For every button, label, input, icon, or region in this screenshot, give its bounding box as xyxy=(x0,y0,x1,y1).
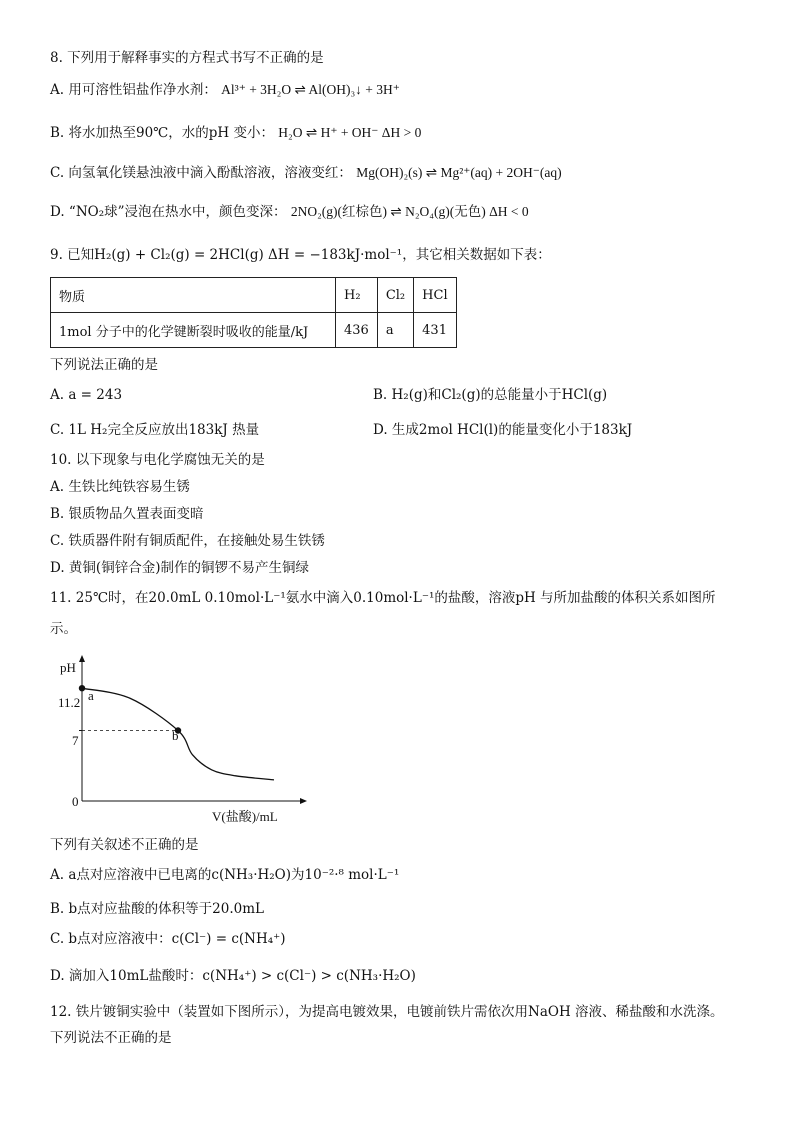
table-cell: 431 xyxy=(414,313,456,348)
q12-stem-line1: 12. 铁片镀铜实验中（装置如下图所示），为提高电镀效果，电镀前铁片需依次用NaOH 溶液、稀盐酸和水洗涤。 xyxy=(50,1004,724,1020)
q9-stem: 9. 已知H₂(g) + Cl₂(g) = 2HCl(g) ΔH = −183kJ·mol⁻¹，其它相关数据如下表： xyxy=(50,247,551,263)
q8-option-d-label: D. “NO₂球”浸泡在热水中，颜色变深： xyxy=(50,204,287,220)
point-label-b: b xyxy=(172,728,179,743)
x-axis-label: V(盐酸)/mL xyxy=(212,809,278,824)
q11-stem-line1: 11. 25℃时，在20.0mL 0.10mol·L⁻¹氨水中滴入0.10mol·L⁻¹的盐酸，溶液pH 与所加盐酸的体积关系如图所 xyxy=(50,590,716,606)
table-cell: a xyxy=(377,313,413,348)
q8-option-c xyxy=(50,164,562,182)
q8-option-a xyxy=(50,81,400,99)
q9-option-d: D. 生成2mol HCl(l)的能量变化小于183kJ xyxy=(373,422,633,438)
point-label-a: a xyxy=(88,688,94,703)
q10-option-d: D. 黄铜(铜锌合金)制作的铜锣不易产生铜绿 xyxy=(50,560,309,576)
q11-prompt: 下列有关叙述不正确的是 xyxy=(50,837,199,853)
q9-option-a: A. a = 243 xyxy=(50,387,123,403)
q10-option-a: A. 生铁比纯铁容易生锈 xyxy=(50,479,190,495)
q9-option-c: C. 1L H₂完全反应放出183kJ 热量 xyxy=(50,422,260,438)
table-header-cell: Cl₂ xyxy=(377,278,413,313)
table-cell: 436 xyxy=(336,313,378,348)
q11-option-c: C. b点对应溶液中：c(Cl⁻) = c(NH₄⁺) xyxy=(50,931,286,947)
y-tick-label: 11.2 xyxy=(58,695,81,710)
q8-option-a-equation: Al³⁺ + 3H₂O ⇌ Al(OH)₃↓ + 3H⁺ xyxy=(221,82,400,97)
q8-option-d xyxy=(50,203,529,221)
y-axis-label: pH xyxy=(60,660,76,675)
y-tick-label: 7 xyxy=(72,733,79,748)
q10-stem: 10. 以下现象与电化学腐蚀无关的是 xyxy=(50,452,265,468)
q8-stem: 8. 下列用于解释事实的方程式书写不正确的是 xyxy=(50,50,324,66)
q8-option-c-label: C. 向氢氧化镁悬浊液中滴入酚酞溶液，溶液变红： xyxy=(50,165,352,181)
q10-option-c: C. 铁质器件附有铜质配件，在接触处易生铁锈 xyxy=(50,533,325,549)
q11-option-b: B. b点对应盐酸的体积等于20.0mL xyxy=(50,901,264,917)
q9-prompt: 下列说法正确的是 xyxy=(50,357,158,373)
table-header-cell: HCl xyxy=(414,278,456,313)
q11-stem-line2: 示。 xyxy=(50,621,77,637)
q9-option-b: B. H₂(g)和Cl₂(g)的总能量小于HCl(g) xyxy=(373,387,608,403)
q9-data-table xyxy=(50,277,457,348)
q8-option-c-equation: Mg(OH)₂(s) ⇌ Mg²⁺(aq) + 2OH⁻(aq) xyxy=(356,165,562,180)
q8-option-a-label: A. 用可溶性铝盐作净水剂： xyxy=(50,82,217,98)
q8-option-b-label: B. 将水加热至90℃，水的pH 变小： xyxy=(50,125,274,141)
q8-option-b xyxy=(50,124,421,142)
y-tick-label: 0 xyxy=(72,794,79,809)
table-cell: 1mol 分子中的化学键断裂时吸收的能量/kJ xyxy=(51,313,336,348)
q8-option-b-equation: H₂O ⇌ H⁺ + OH⁻ ΔH > 0 xyxy=(278,125,422,140)
table-header-cell: 物质 xyxy=(51,278,336,313)
table-row xyxy=(51,313,457,348)
q11-option-a: A. a点对应溶液中已电离的c(NH₃·H₂O)为10⁻²·⁸ mol·L⁻¹ xyxy=(50,867,400,883)
point-a xyxy=(79,685,85,691)
q10-option-b: B. 银质物品久置表面变暗 xyxy=(50,506,204,522)
q12-stem-line2: 下列说法不正确的是 xyxy=(50,1030,172,1046)
q11-option-d: D. 滴加入10mL盐酸时：c(NH₄⁺) > c(Cl⁻) > c(NH₃·H₂O) xyxy=(50,968,416,984)
table-header-cell: H₂ xyxy=(336,278,378,313)
q8-option-d-equation: 2NO₂(g)(红棕色) ⇌ N₂O₄(g)(无色) ΔH < 0 xyxy=(290,204,529,219)
titration-chart xyxy=(54,648,318,826)
table-header-row xyxy=(51,278,457,313)
